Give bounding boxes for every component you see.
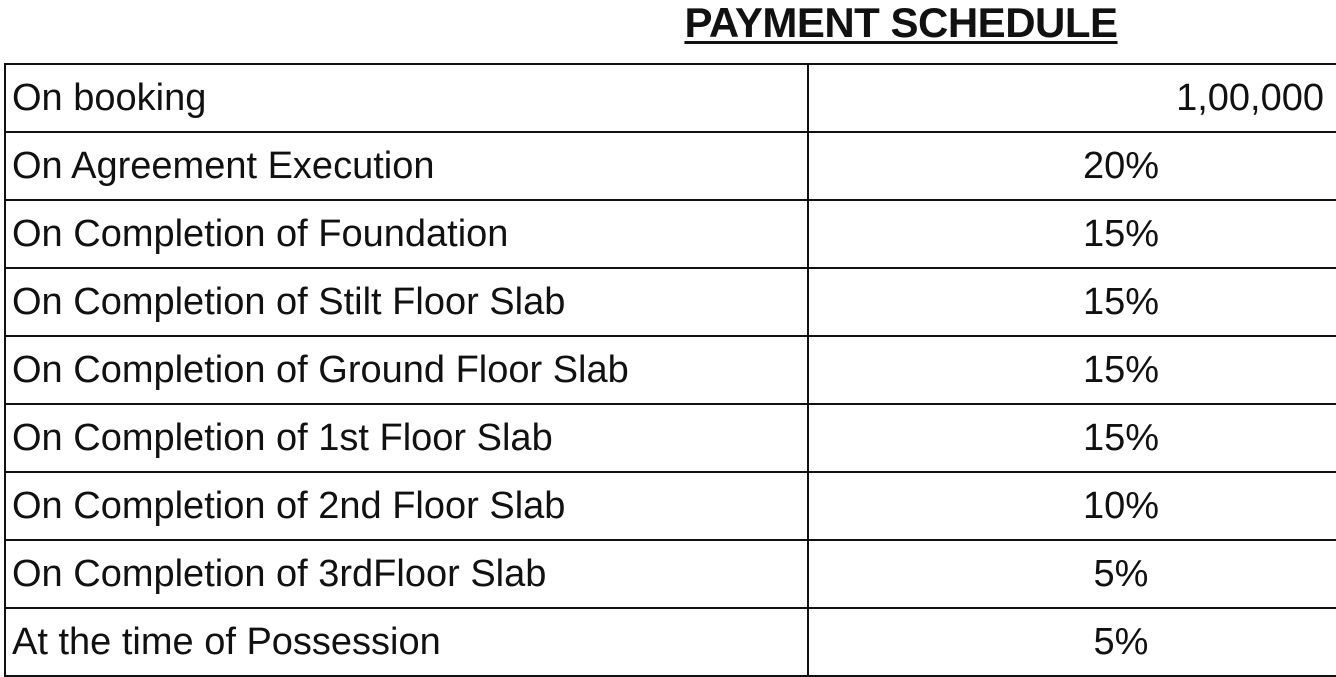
stage-cell: On Completion of Ground Floor Slab [5, 336, 808, 404]
stage-cell: On Completion of 2nd Floor Slab [5, 472, 808, 540]
amount-cell: 20% [808, 132, 1336, 200]
table-row [5, 540, 1336, 608]
stage-cell: On Completion of 3rdFloor Slab [5, 540, 808, 608]
amount-cell: 15% [808, 268, 1336, 336]
stage-cell: On Agreement Execution [5, 132, 808, 200]
table-row [5, 404, 1336, 472]
table-row [5, 268, 1336, 336]
table-row [5, 200, 1336, 268]
stage-cell: On Completion of Stilt Floor Slab [5, 268, 808, 336]
amount-cell: 15% [808, 200, 1336, 268]
stage-cell: On Completion of 1st Floor Slab [5, 404, 808, 472]
stage-cell: On booking [5, 64, 808, 132]
payment-schedule-table [4, 63, 1336, 677]
page-title: PAYMENT SCHEDULE [684, 0, 1118, 46]
table-row [5, 64, 1336, 132]
table-row [5, 336, 1336, 404]
table-row [5, 472, 1336, 540]
stage-cell: On Completion of Foundation [5, 200, 808, 268]
stage-cell: At the time of Possession [5, 608, 808, 676]
amount-cell: 5% [808, 540, 1336, 608]
amount-cell: 10% [808, 472, 1336, 540]
amount-cell: 15% [808, 336, 1336, 404]
table-row [5, 132, 1336, 200]
table-row [5, 608, 1336, 676]
amount-cell: 15% [808, 404, 1336, 472]
amount-cell: 1,00,000 [808, 64, 1336, 132]
amount-cell: 5% [808, 608, 1336, 676]
